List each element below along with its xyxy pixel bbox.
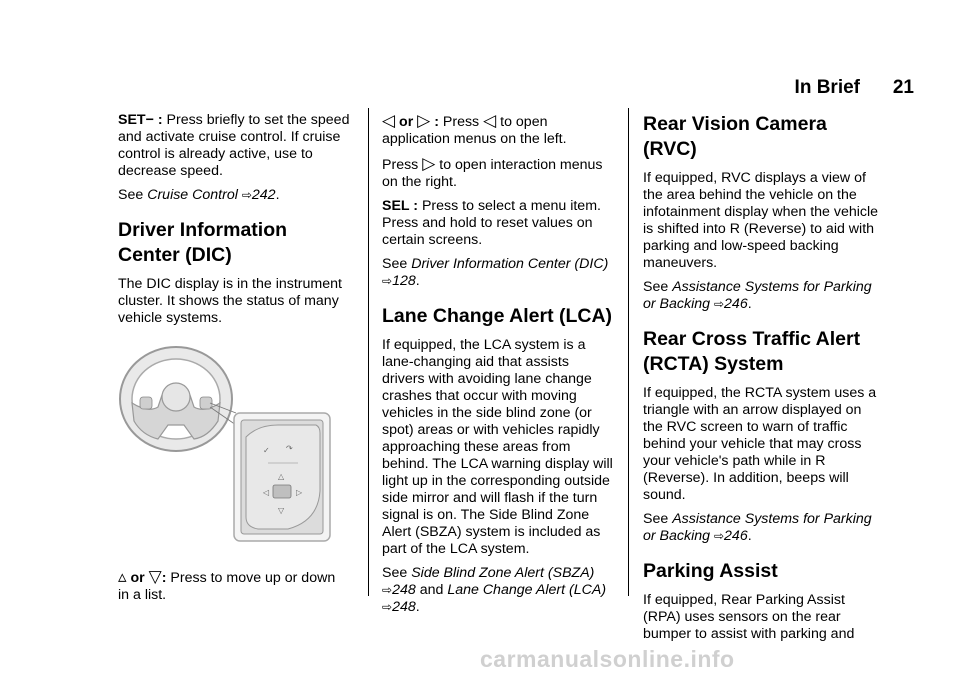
heading-parking-assist: Parking Assist [643,560,778,582]
page-ref[interactable]: 248 [392,599,416,615]
period: . [747,528,752,544]
column-divider [628,108,629,596]
page-ref[interactable]: 242 [251,187,276,203]
right-menu-paragraph [382,155,614,191]
page-ref-arrow-icon: ⇨ [713,297,725,311]
see-reference [643,279,883,313]
period: . [415,273,420,289]
set-paragraph [118,112,350,180]
page-number: 21 [892,77,914,98]
rvc-paragraph: If equipped, RVC displays a view of the area behind the vehicle on the infotainment display when the vehicle is shifted into R (Reverse) to aid with parking and low-speed backing maneuvers. [643,170,879,271]
left-arrow-icon: ◁ [382,111,396,130]
or-label: or [399,114,414,130]
steering-wheel-controls-illustration [118,341,350,556]
steering-wheel-icon [118,341,350,556]
svg-text:▽: ▽ [278,506,285,515]
page-ref-arrow-icon: ⇨ [713,529,725,543]
lr-text-4: to open interaction menus on the right. [382,157,603,190]
page-ref[interactable]: 246 [724,528,748,544]
svg-text:↷: ↷ [286,444,293,453]
updown-text: Press to move up or down in a list. [118,570,336,603]
heading-dic: Driver Information Center (DIC) [118,219,288,266]
svg-text:✓: ✓ [263,446,270,455]
page-ref[interactable]: 246 [724,296,748,312]
lr-text-2: to open application menus on the left. [382,114,567,147]
set-text: Press briefly to set the speed and activate cruise control. If cruise control is already active, use to decrease speed. [118,112,350,179]
heading-rvc: Rear Vision Camera (RVC) [643,113,827,160]
updown-paragraph [118,568,350,604]
column-divider [368,108,369,596]
page-ref-arrow-icon: ⇨ [382,274,393,288]
parking-assist-link[interactable]: Assistance Systems for Parking or Backing [643,511,872,544]
and-text: and [419,582,444,598]
watermark: carmanualsonline.info [480,646,735,672]
lca-paragraph: If equipped, the LCA system is a lane-changing aid that assists drivers with avoiding lane change crashes that occur with moving vehicles in the side blind zone (or spot) areas or with vehicles rapidly approaching these areas from behind. The LCA warning display will light up in the corresponding outside side mirror and will flash if the turn signal is on. The Side Blind Zone Alert (SBZA) system is included as part of the LCA system. [382,337,613,557]
period: . [747,296,752,312]
svg-text:◁: ◁ [263,488,270,497]
heading-rcta: Rear Cross Traffic Alert (RCTA) System [643,328,861,375]
see-prefix: See [382,256,408,272]
right-arrow-icon: ▷ [422,154,436,173]
rcta-paragraph: If equipped, the RCTA system uses a triangle with an arrow displayed on the RVC screen to warn of traffic behind your vehicle that may cross your vehicle's path while in R (Reverse). In addition, beeps will sound. [643,385,877,503]
set-label: SET− : [118,112,163,128]
page-ref-arrow-icon: ⇨ [241,188,252,202]
right-arrow-icon: ▷ [417,111,431,130]
parking-paragraph: If equipped, Rear Parking Assist (RPA) uses sensors on the rear bumper to assist with parking and [643,592,855,642]
column-3 [643,112,883,650]
see-reference [382,256,614,290]
lr-text-3: Press [382,157,419,173]
cruise-control-link[interactable]: Cruise Control [147,187,238,203]
see-prefix: See [382,565,408,581]
lr-text-1: Press [442,114,480,130]
colon: : [434,114,439,130]
left-right-paragraph [382,112,614,148]
page-ref-arrow-icon: ⇨ [382,583,393,597]
period: . [275,187,280,203]
sel-text: Press to select a menu item. Press and hold to reset values on certain screens. [382,198,601,248]
page-ref[interactable]: 248 [392,582,416,598]
svg-text:△: △ [278,472,285,481]
or-label: or [130,570,145,586]
see-reference [118,187,350,204]
section-title: In Brief [794,77,860,98]
see-prefix: See [643,279,669,295]
see-prefix: See [118,187,144,203]
page-ref-arrow-icon: ⇨ [382,600,393,614]
heading-lca: Lane Change Alert (LCA) [382,305,613,327]
page-ref[interactable]: 128 [392,273,416,289]
period: . [415,599,420,615]
up-arrow-icon: ▵ [118,567,127,586]
left-arrow-icon: ◁ [483,111,497,130]
down-arrow-icon: ▽ [148,567,162,586]
dic-paragraph: The DIC display is in the instrument cluster. It shows the status of many vehicle systems. [118,276,342,326]
lca-link[interactable]: Lane Change Alert (LCA) [447,582,607,598]
see-prefix: See [643,511,669,527]
svg-text:▷: ▷ [296,488,303,497]
colon: : [161,570,167,586]
sel-label: SEL : [382,198,419,214]
sel-paragraph [382,198,614,249]
sbza-link[interactable]: Side Blind Zone Alert (SBZA) [411,565,595,581]
parking-assist-link[interactable]: Assistance Systems for Parking or Backing [643,279,872,312]
column-1 [118,112,350,611]
column-2 [382,112,614,623]
dic-link[interactable]: Driver Information Center (DIC) [411,256,609,272]
see-reference [382,565,614,616]
see-reference [643,511,883,545]
